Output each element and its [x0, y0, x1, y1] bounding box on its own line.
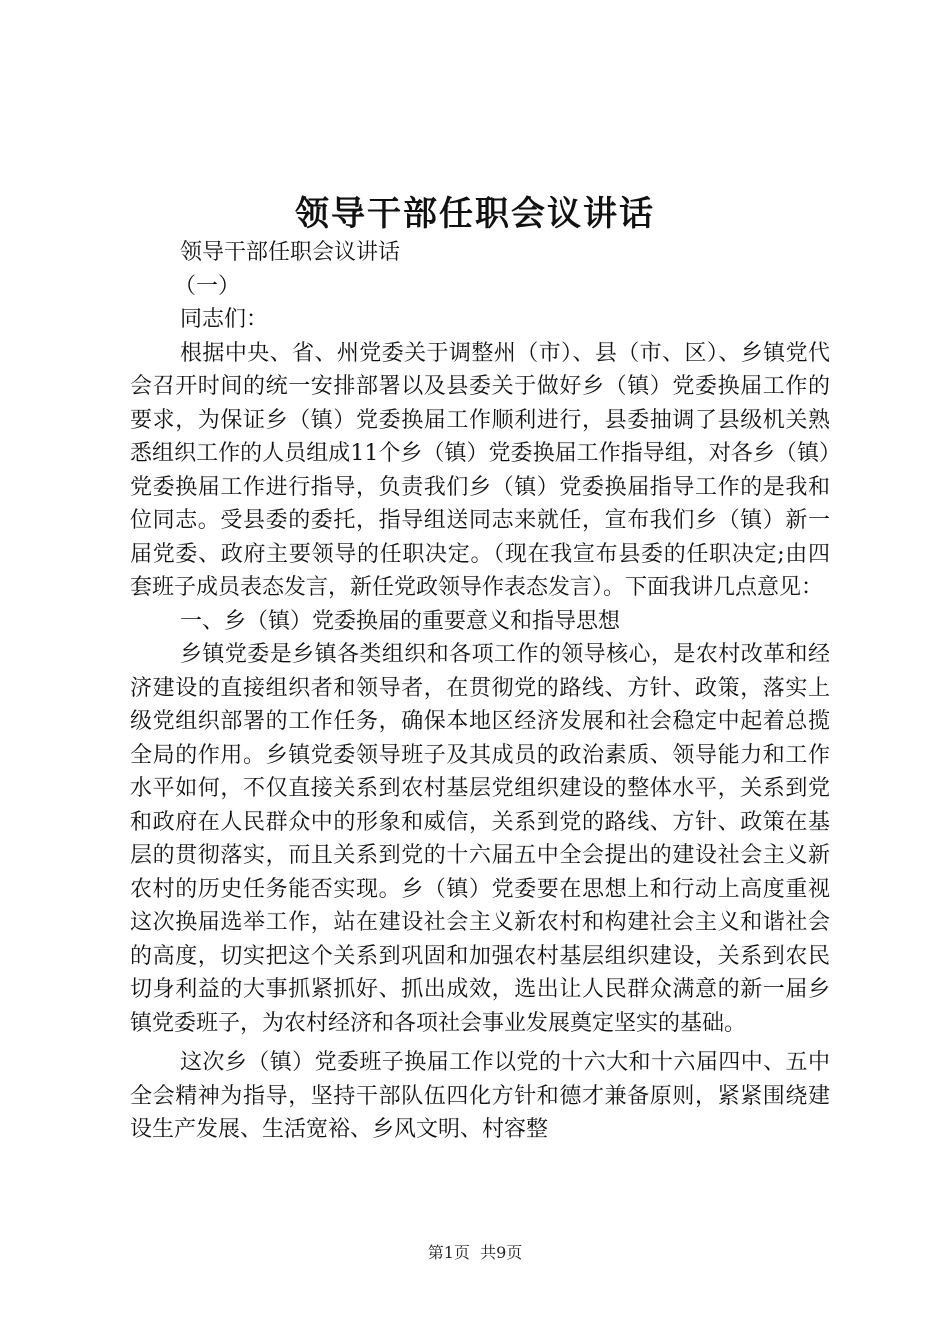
- body-paragraph: 根据中央、省、州党委关于调整州（市）、县（市、区）、乡镇党代会召开时间的统一安排部署以及县委关于做好乡（镇）党委换届工作的要求，为保证乡（镇）党委换届工作顺利进行，县委抽调了县级机关熟悉组织工作的人员组成11个乡（镇）党委换届工作指导组，对各乡（镇）党委换届工作进行指导，负责我们乡（镇）党委换届指导工作的是我和位同志。受县委的委托，指导组送同志来就任，宣布我们乡（镇）新一届党委、政府主要领导的任职决定。（现在我宣布县委的任职决定;由四套班子成员表态发言，新任党政领导作表态发言）。下面我讲几点意见：: [130, 340, 830, 600]
- page-footer: 第1页 共9页: [427, 1243, 523, 1262]
- document-title: 领导干部任职会议讲话: [295, 194, 655, 234]
- body-paragraph: 乡镇党委是乡镇各类组织和各项工作的领导核心，是农村改革和经济建设的直接组织者和领导者，在贯彻党的路线、方针、政策，落实上级党组织部署的工作任务，确保本地区经济发展和社会稳定中起着总揽全局的作用。乡镇党委领导班子及其成员的政治素质、领导能力和工作水平如何，不仅直接关系到农村基层党组织建设的整体水平，关系到党和政府在人民群众中的形象和威信，关系到党的路线、方针、政策在基层的贯彻落实，而且关系到党的十六届五中全会提出的建设社会主义新农村的历史任务能否实现。乡（镇）党委要在思想上和行动上高度重视这次换届选举工作，站在建设社会主义新农村和构建社会主义和谐社会的高度，切实把这个关系到巩固和加强农村基层组织建设，关系到农民切身利益的大事抓紧抓好、抓出成效，选出让人民群众满意的新一届乡镇党委班子，为农村经济和各项社会事业发展奠定坚实的基础。: [130, 642, 830, 1036]
- body-paragraph: 这次乡（镇）党委班子换届工作以党的十六大和十六届四中、五中全会精神为指导，坚持干部队伍四化方针和德才兼备原则，紧紧围绕建设生产发展、生活宽裕、乡风文明、村容整: [130, 1050, 830, 1142]
- subtitle-paragraph: 领导干部任职会议讲话: [180, 240, 401, 265]
- section-heading: 一、乡（镇）党委换届的重要意义和指导思想: [180, 608, 621, 634]
- section-number: （一）: [174, 273, 241, 299]
- document-body: [130, 236, 830, 1147]
- salutation: 同志们：: [180, 307, 269, 332]
